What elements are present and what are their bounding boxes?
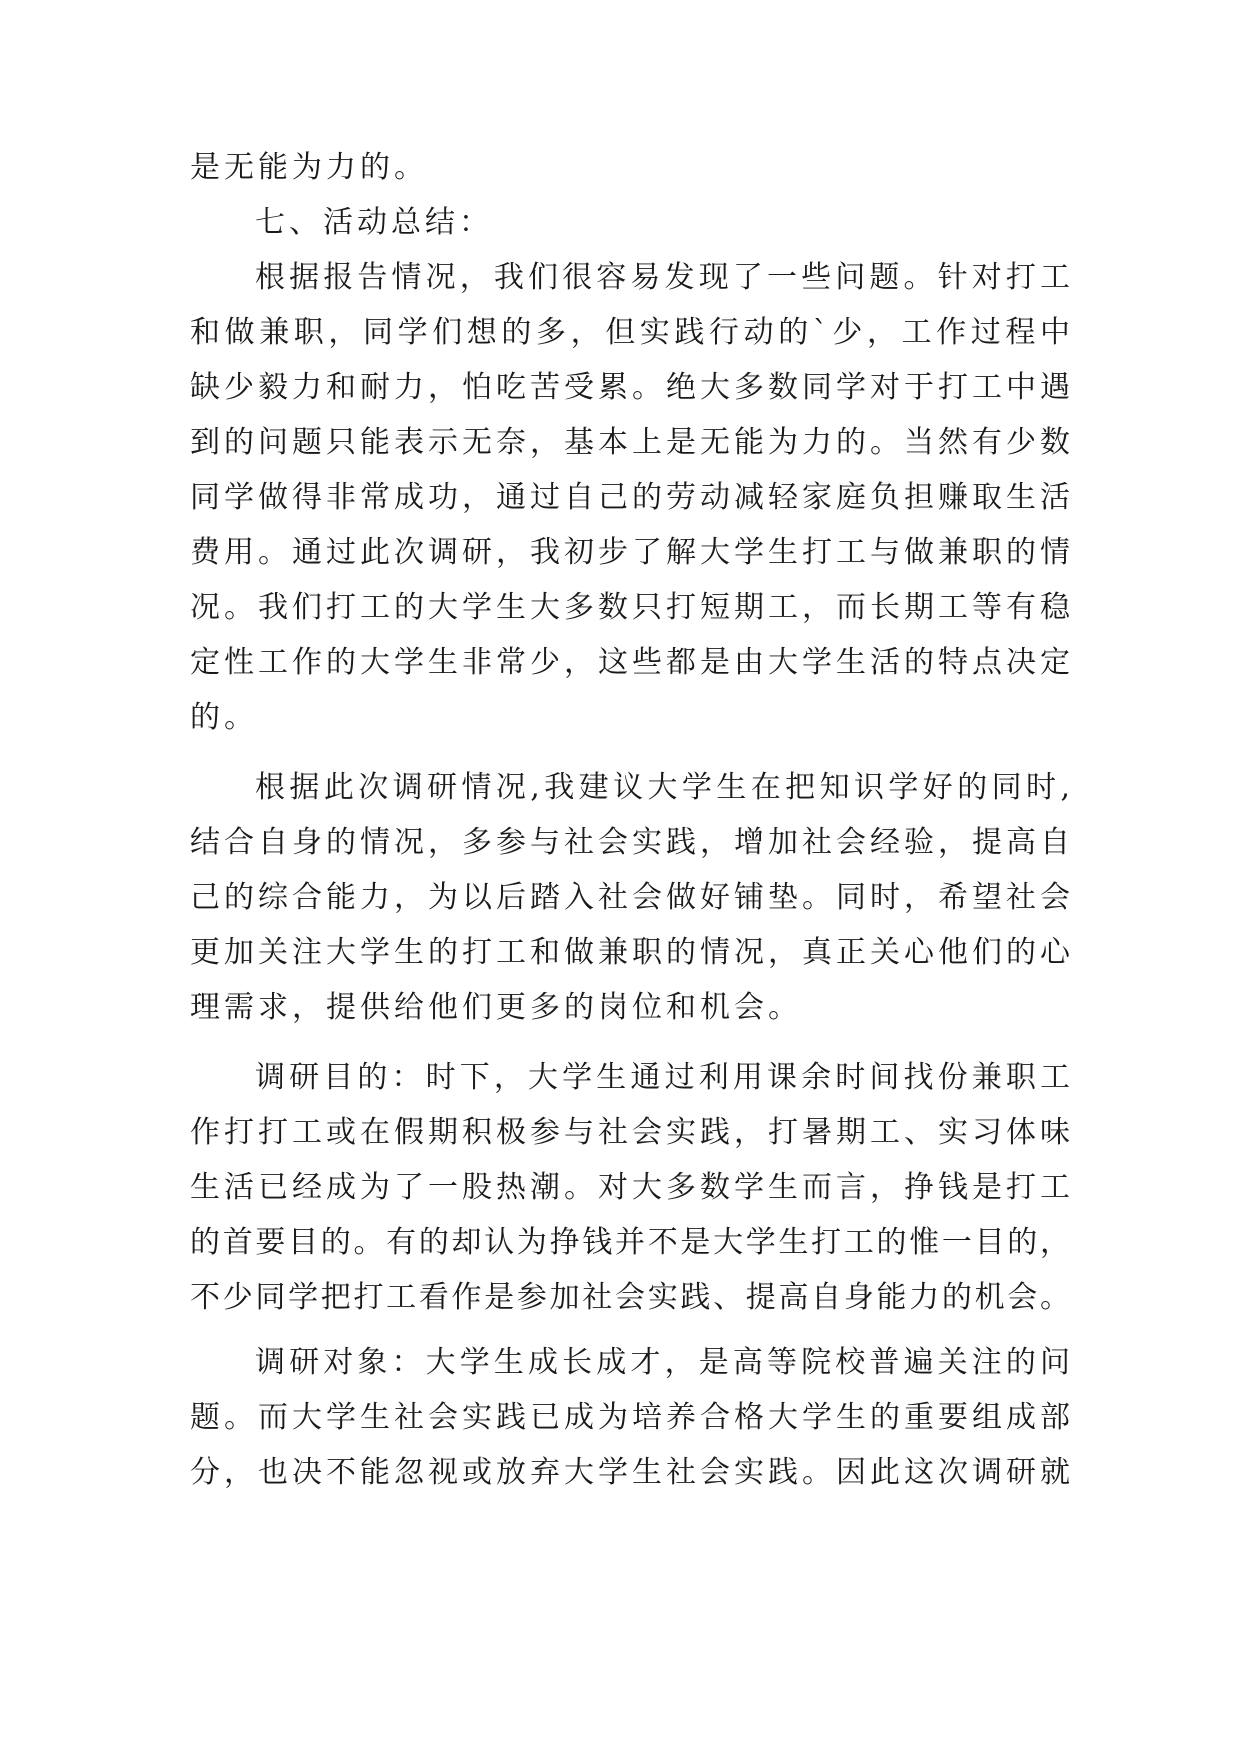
text-line: 和做兼职，同学们想的多，但实践行动的`少，工作过程中 <box>190 315 1070 350</box>
text-line: 生活已经成为了一股热潮。对大多数学生而言，挣钱是打工 <box>190 1170 1070 1205</box>
text-line: 根据此次调研情况,我建议大学生在把知识学好的同时, <box>255 770 1070 805</box>
text-line: 分，也决不能忽视或放弃大学生社会实践。因此这次调研就 <box>190 1455 1070 1490</box>
text-line: 理需求，提供给他们更多的岗位和机会。 <box>190 990 802 1025</box>
text-line: 的。 <box>190 700 258 735</box>
text-line: 调研对象：大学生成长成才，是高等院校普遍关注的问 <box>255 1345 1070 1380</box>
text-line: 的首要目的。有的却认为挣钱并不是大学生打工的惟一目的， <box>190 1225 1070 1260</box>
text-line: 同学做得非常成功，通过自己的劳动减轻家庭负担赚取生活 <box>190 480 1070 515</box>
text-line: 调研目的：时下，大学生通过利用课余时间找份兼职工 <box>255 1060 1070 1095</box>
text-line: 作打打工或在假期积极参与社会实践，打暑期工、实习体味 <box>190 1115 1070 1150</box>
section-heading: 七、活动总结： <box>255 205 493 240</box>
text-line: 更加关注大学生的打工和做兼职的情况，真正关心他们的心 <box>190 935 1070 970</box>
text-line: 题。而大学生社会实践已成为培养合格大学生的重要组成部 <box>190 1400 1070 1435</box>
text-line: 是无能为力的。 <box>190 150 428 185</box>
text-line: 结合自身的情况，多参与社会实践，增加社会经验，提高自 <box>190 825 1070 860</box>
text-line: 不少同学把打工看作是参加社会实践、提高自身能力的机会。 <box>190 1280 1070 1315</box>
text-line: 缺少毅力和耐力，怕吃苦受累。绝大多数同学对于打工中遇 <box>190 370 1070 405</box>
text-line: 定性工作的大学生非常少，这些都是由大学生活的特点决定 <box>190 645 1070 680</box>
text-line: 己的综合能力，为以后踏入社会做好铺垫。同时，希望社会 <box>190 880 1070 915</box>
text-line: 到的问题只能表示无奈，基本上是无能为力的。当然有少数 <box>190 425 1070 460</box>
text-line: 况。我们打工的大学生大多数只打短期工，而长期工等有稳 <box>190 590 1070 625</box>
text-line: 费用。通过此次调研，我初步了解大学生打工与做兼职的情 <box>190 535 1070 570</box>
text-line: 根据报告情况，我们很容易发现了一些问题。针对打工 <box>255 260 1070 295</box>
